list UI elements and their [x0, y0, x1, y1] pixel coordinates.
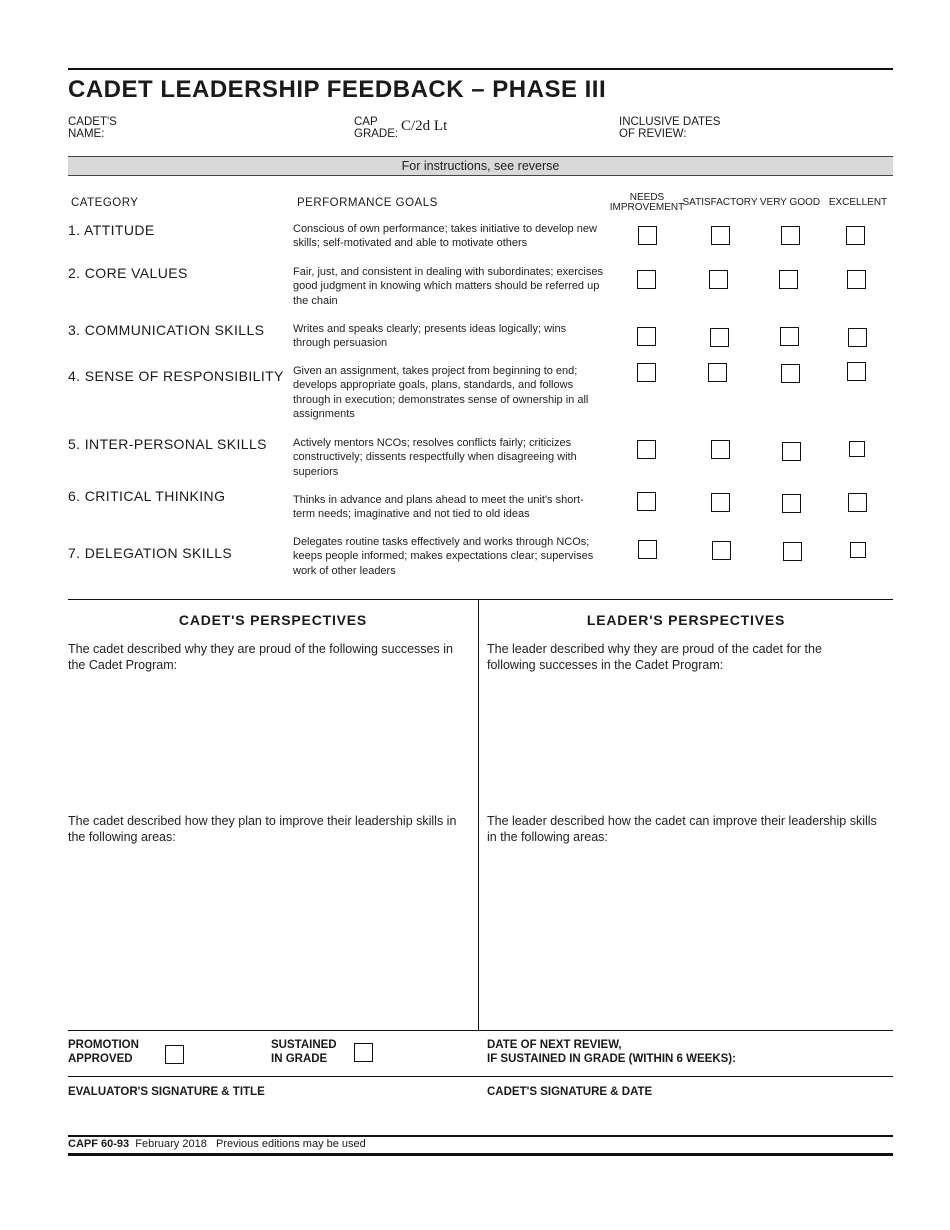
cap-grade-label: CAP GRADE: — [354, 116, 399, 140]
checkbox-delegation-needs-improvement[interactable] — [638, 540, 657, 559]
perspectives-center-divider — [478, 599, 479, 1030]
perspectives-top-rule — [68, 599, 893, 600]
checkbox-interpersonal-excellent[interactable] — [849, 441, 865, 457]
checkbox-core-values-excellent[interactable] — [847, 270, 866, 289]
bottom-block-rule — [68, 1030, 893, 1031]
checkbox-attitude-needs-improvement[interactable] — [638, 226, 657, 245]
checkbox-attitude-very-good[interactable] — [781, 226, 800, 245]
category-delegation-skills: 7. DELEGATION SKILLS — [68, 545, 233, 561]
review-dates-label: INCLUSIVE DATES OF REVIEW: — [619, 116, 721, 140]
form-footer — [68, 1138, 366, 1150]
cadet-perspectives-heading: CADET'S PERSPECTIVES — [178, 612, 368, 628]
checkbox-responsibility-very-good[interactable] — [781, 364, 800, 383]
leader-proud-prompt: The leader described why they are proud of the cadet for the following successes in the Cadet Program: — [487, 642, 822, 672]
checkbox-responsibility-needs-improvement[interactable] — [637, 363, 656, 382]
form-title: CADET LEADERSHIP FEEDBACK – PHASE III — [68, 76, 607, 103]
leader-perspectives-heading: LEADER'S PERSPECTIVES — [586, 612, 786, 628]
checkbox-attitude-satisfactory[interactable] — [711, 226, 730, 245]
checkbox-responsibility-excellent[interactable] — [847, 362, 866, 381]
category-attitude: 1. ATTITUDE — [68, 222, 155, 238]
checkbox-responsibility-satisfactory[interactable] — [708, 363, 727, 382]
top-rule — [68, 68, 893, 70]
goal-delegation-skills: Delegates routine tasks effectively and works through NCOs; keeps people informed; makes expectations clear; supervises work of other leaders — [293, 536, 594, 577]
checkbox-delegation-satisfactory[interactable] — [712, 541, 731, 560]
checkbox-critical-thinking-very-good[interactable] — [782, 494, 801, 513]
checkbox-interpersonal-very-good[interactable] — [782, 442, 801, 461]
checkbox-communication-satisfactory[interactable] — [710, 328, 729, 347]
leader-improve-prompt: The leader described how the cadet can improve their leadership skills in the following areas: — [487, 814, 877, 844]
cadet-name-label: CADET'S NAME: — [68, 116, 117, 140]
rating-header-very-good: VERY GOOD — [759, 197, 821, 208]
footer-top-rule — [68, 1135, 893, 1137]
checkbox-interpersonal-needs-improvement[interactable] — [637, 440, 656, 459]
goal-inter-personal-skills: Actively mentors NCOs; resolves conflicts fairly; criticizes constructively; dissents respectfully when disagreeing with superiors — [293, 437, 577, 478]
rating-header-excellent: EXCELLENT — [828, 197, 888, 208]
rating-header-needs-improvement: NEEDS IMPROVEMENT — [609, 192, 685, 213]
checkbox-communication-excellent[interactable] — [848, 328, 867, 347]
cadet-proud-prompt: The cadet described why they are proud of the following successes in the Cadet Program: — [68, 642, 453, 672]
category-critical-thinking: 6. CRITICAL THINKING — [68, 488, 226, 504]
goal-communication-skills: Writes and speaks clearly; presents ideas logically; wins through persuasion — [293, 323, 567, 350]
form-id: CAPF 60-93 — [68, 1138, 130, 1150]
checkbox-delegation-excellent[interactable] — [850, 542, 866, 558]
evaluator-signature-label: EVALUATOR'S SIGNATURE & TITLE — [68, 1086, 265, 1098]
category-inter-personal-skills: 5. INTER-PERSONAL SKILLS — [68, 436, 267, 452]
checkbox-communication-very-good[interactable] — [780, 327, 799, 346]
goal-sense-of-responsibility: Given an assignment, takes project from beginning to end; develops appropriate goals, plans, standards, and follows through in execution; demonstrates sense of ownership in all assignments — [293, 365, 589, 420]
checkbox-core-values-very-good[interactable] — [779, 270, 798, 289]
checkbox-core-values-satisfactory[interactable] — [709, 270, 728, 289]
checkbox-attitude-excellent[interactable] — [846, 226, 865, 245]
checkbox-critical-thinking-excellent[interactable] — [848, 493, 867, 512]
footer-bottom-rule — [68, 1153, 893, 1156]
signature-rule — [68, 1076, 893, 1077]
goal-attitude: Conscious of own performance; takes initiative to develop new skills; self-motivated and able to motivate others — [293, 223, 597, 250]
promotion-approved-checkbox[interactable] — [165, 1045, 184, 1064]
goal-critical-thinking: Thinks in advance and plans ahead to meet the unit's short-term needs; imaginative and not tied to old ideas — [293, 494, 584, 521]
checkbox-interpersonal-satisfactory[interactable] — [711, 440, 730, 459]
category-communication-skills: 3. COMMUNICATION SKILLS — [68, 322, 265, 338]
checkbox-core-values-needs-improvement[interactable] — [637, 270, 656, 289]
checkbox-delegation-very-good[interactable] — [783, 542, 802, 561]
promotion-approved-label: PROMOTION APPROVED — [68, 1039, 139, 1065]
cadet-improve-prompt: The cadet described how they plan to improve their leadership skills in the following areas: — [68, 814, 457, 844]
checkbox-communication-needs-improvement[interactable] — [637, 327, 656, 346]
checkbox-critical-thinking-satisfactory[interactable] — [711, 493, 730, 512]
category-sense-of-responsibility: 4. SENSE OF RESPONSIBILITY — [68, 368, 284, 384]
category-column-header: CATEGORY — [71, 197, 139, 209]
next-review-date-label: DATE OF NEXT REVIEW, IF SUSTAINED IN GRADE (WITHIN 6 WEEKS): — [487, 1039, 736, 1065]
instructions-bar: For instructions, see reverse — [68, 156, 893, 176]
checkbox-critical-thinking-needs-improvement[interactable] — [637, 492, 656, 511]
goals-column-header: PERFORMANCE GOALS — [297, 197, 438, 209]
sustained-in-grade-checkbox[interactable] — [354, 1043, 373, 1062]
category-core-values: 2. CORE VALUES — [68, 265, 188, 281]
cap-grade-value[interactable]: C/2d Lt — [401, 118, 448, 134]
cadet-signature-label: CADET'S SIGNATURE & DATE — [487, 1086, 653, 1098]
rating-header-satisfactory: SATISFACTORY — [682, 197, 758, 208]
goal-core-values: Fair, just, and consistent in dealing with subordinates; exercises good judgment in knowing which matters should be referred up the chain — [293, 266, 603, 307]
sustained-in-grade-label: SUSTAINED IN GRADE — [271, 1039, 337, 1065]
form-date: February 2018 — [135, 1138, 207, 1150]
form-editions-note: Previous editions may be used — [215, 1138, 366, 1150]
